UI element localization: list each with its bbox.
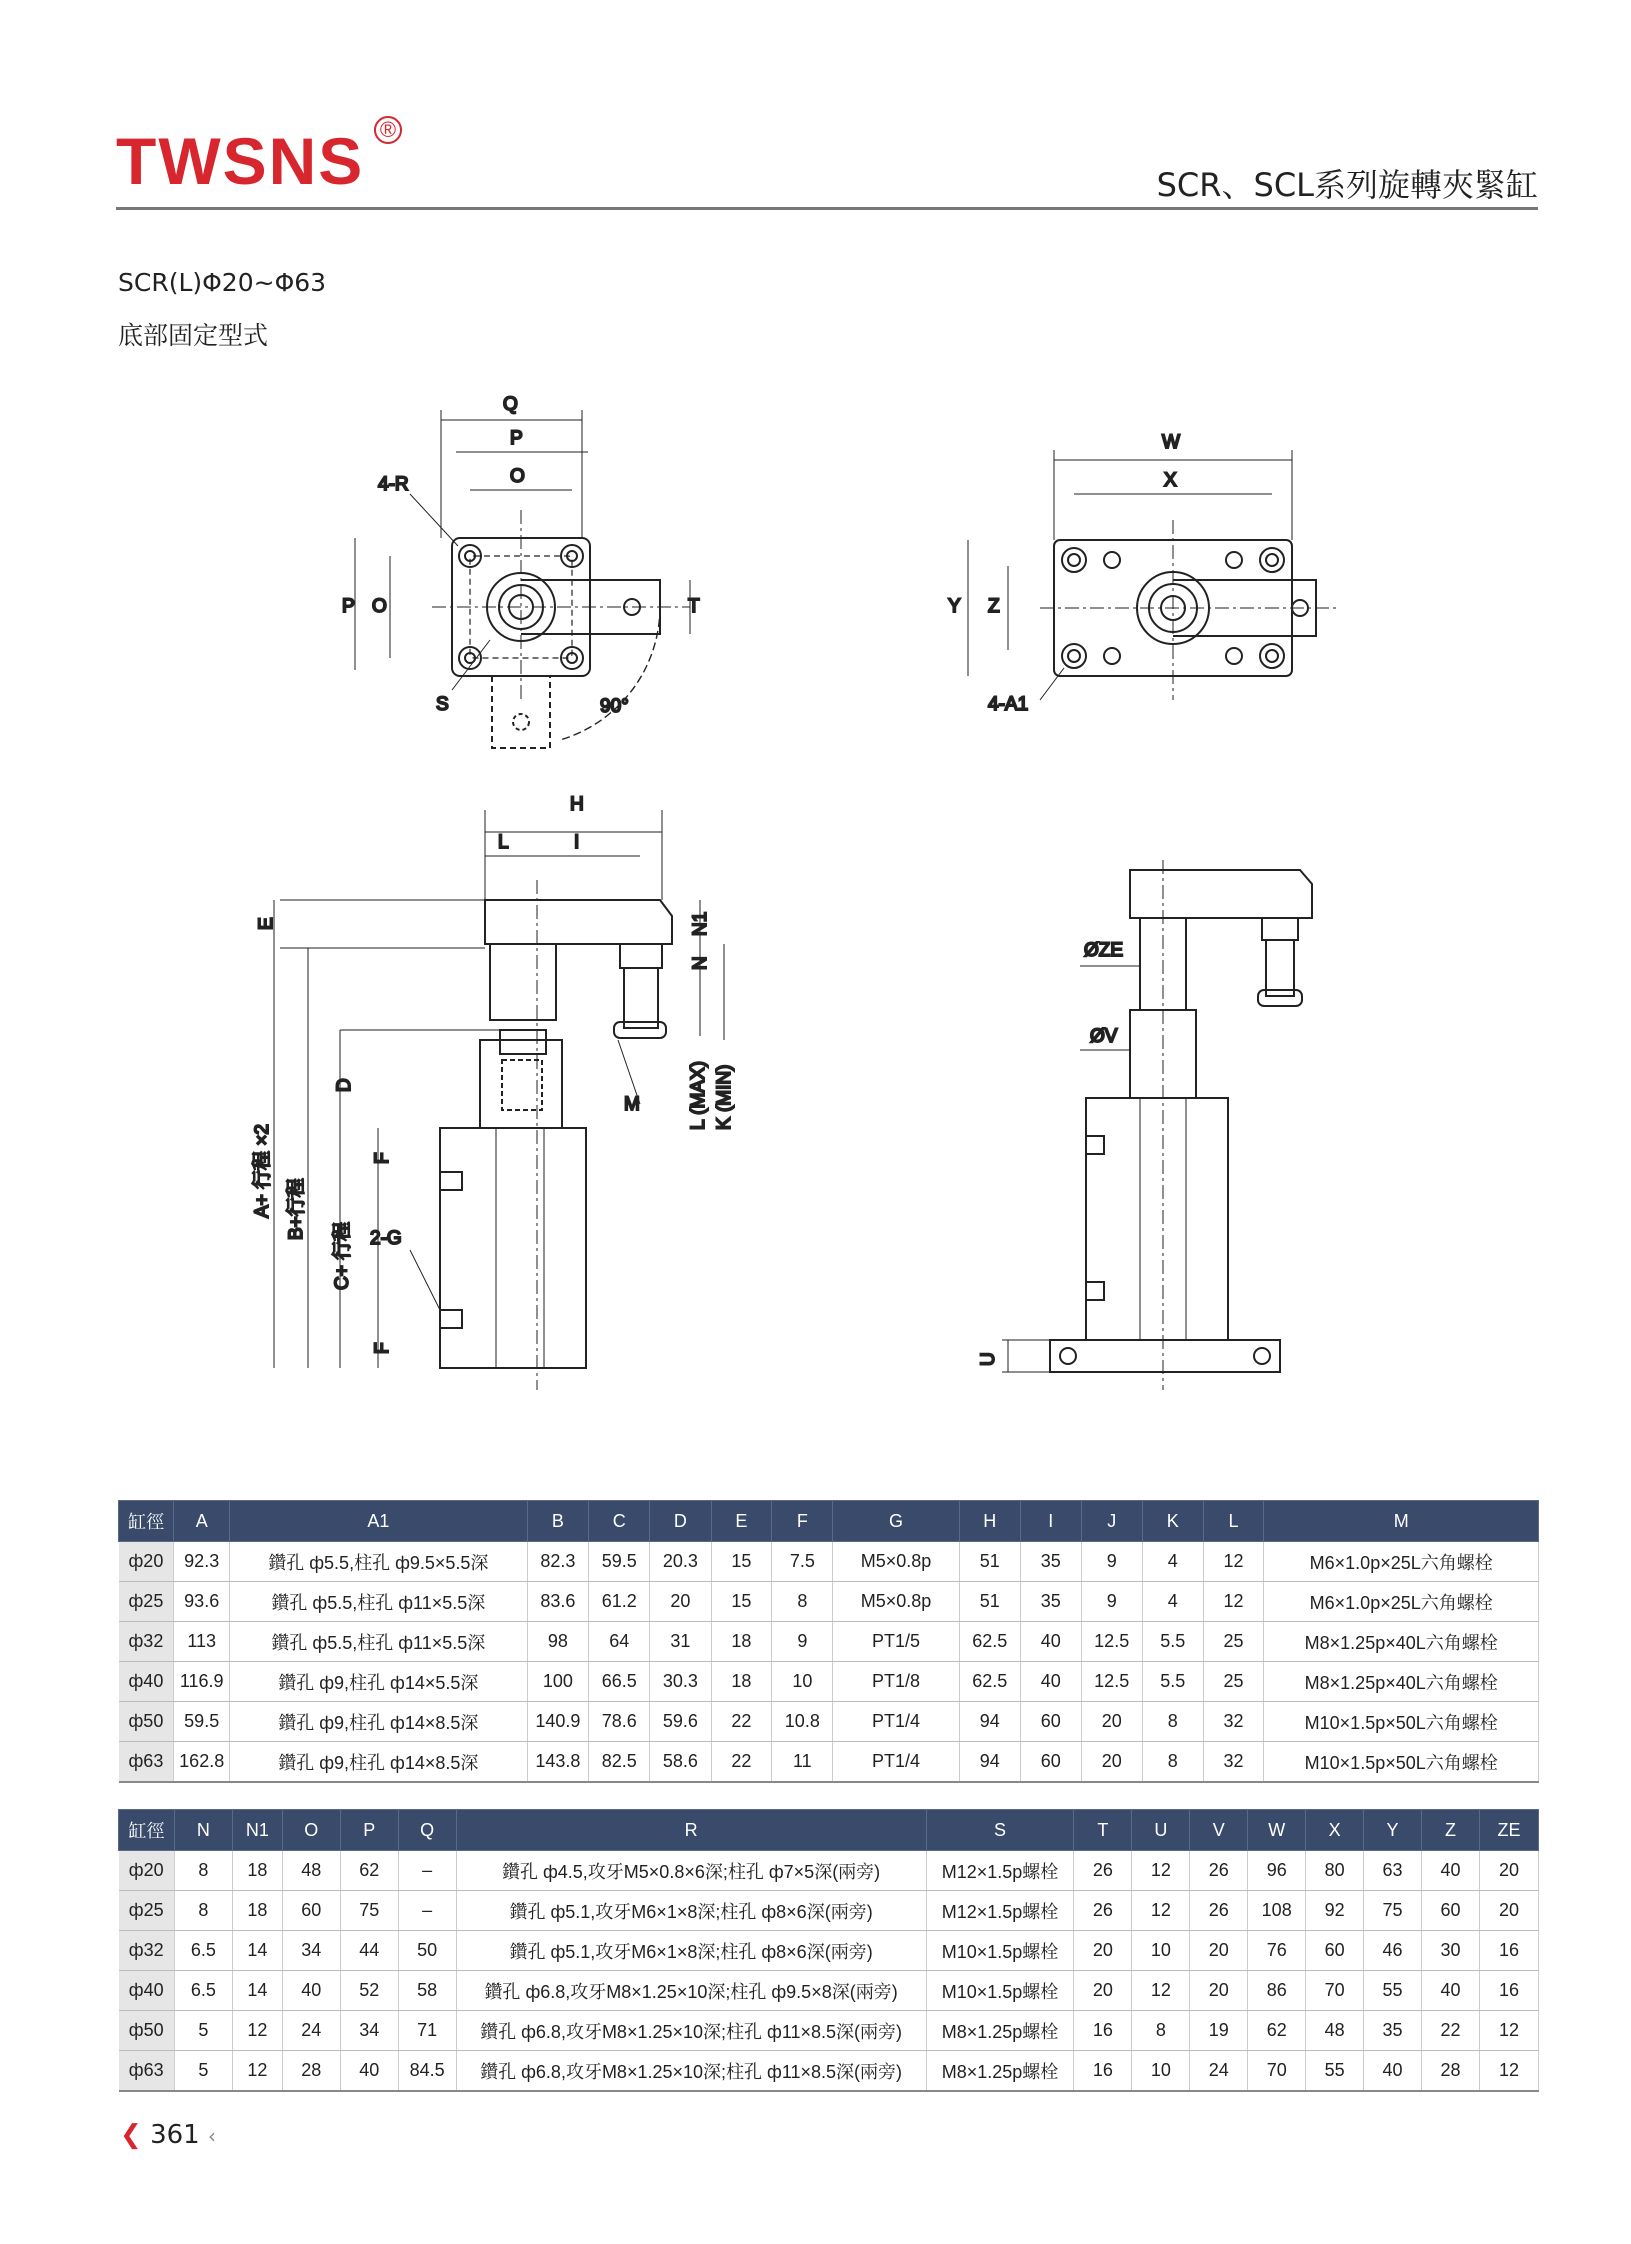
brand-logo: TWSNS (116, 124, 365, 198)
top-view-left (355, 410, 690, 748)
dim-label-f-bottom: F (372, 1342, 393, 1354)
column-header: V (1190, 1810, 1248, 1851)
table-cell: 62 (1248, 2011, 1306, 2051)
table-cell: 58.6 (650, 1742, 711, 1783)
bore-cell: ф25 (119, 1582, 174, 1622)
table-cell: 9 (1081, 1542, 1142, 1582)
table-cell: 64 (589, 1622, 650, 1662)
bore-cell: ф32 (119, 1622, 174, 1662)
table-cell: 鑽孔 ф6.8,攻牙M8×1.25×10深;柱孔 ф9.5×8深(兩旁) (456, 1971, 926, 2011)
table-cell: 7.5 (772, 1542, 833, 1582)
table-cell: 93.6 (174, 1582, 230, 1622)
bore-cell: ф40 (119, 1971, 175, 2011)
table-cell: 5 (174, 2011, 232, 2051)
bore-cell: ф50 (119, 1702, 174, 1742)
table-cell: 58 (398, 1971, 456, 2011)
table-cell: M5×0.8p (833, 1582, 959, 1622)
table-cell: M8×1.25p螺栓 (926, 2011, 1074, 2051)
table-cell: 8 (772, 1582, 833, 1622)
bore-cell: ф20 (119, 1542, 174, 1582)
table-cell: 16 (1479, 1971, 1538, 2011)
table-cell: 8 (1142, 1742, 1203, 1783)
column-header: K (1142, 1501, 1203, 1542)
table-cell: 28 (282, 2051, 340, 2092)
table-cell: 70 (1306, 1971, 1364, 2011)
column-header: T (1074, 1810, 1132, 1851)
table-cell: 40 (1020, 1662, 1081, 1702)
table-cell: 鑽孔 ф9,柱孔 ф14×5.5深 (230, 1662, 528, 1702)
table-cell: M10×1.5p螺栓 (926, 1971, 1074, 2011)
table-cell: 51 (959, 1542, 1020, 1582)
column-header: O (282, 1810, 340, 1851)
table-cell: 34 (340, 2011, 398, 2051)
column-header: J (1081, 1501, 1142, 1542)
table-cell: 40 (282, 1971, 340, 2011)
column-header: N (174, 1810, 232, 1851)
table-cell: 22 (711, 1702, 772, 1742)
table-cell: 25 (1203, 1622, 1264, 1662)
table-cell: 71 (398, 2011, 456, 2051)
table-cell: 5.5 (1142, 1662, 1203, 1702)
table-cell: 20 (1081, 1742, 1142, 1783)
spec-table-1-header (119, 1501, 1539, 1542)
table-cell: 62.5 (959, 1662, 1020, 1702)
table-cell: 鑽孔 ф4.5,攻牙M5×0.8×6深;柱孔 ф7×5深(兩旁) (456, 1851, 926, 1891)
spec-table-1-body (119, 1542, 1539, 1783)
table-cell: 80 (1306, 1851, 1364, 1891)
table-cell: – (398, 1891, 456, 1931)
table-row (119, 1971, 1539, 2011)
dim-label-ze: ØZE (1084, 940, 1124, 961)
bore-cell: ф20 (119, 1851, 175, 1891)
table-cell: M12×1.5p螺栓 (926, 1891, 1074, 1931)
dim-label-n: N (690, 956, 711, 970)
table-cell: 12 (1479, 2051, 1538, 2092)
table-cell: 8 (1142, 1702, 1203, 1742)
table-cell: 40 (340, 2051, 398, 2092)
table-cell: 26 (1190, 1891, 1248, 1931)
table-cell: 8 (174, 1891, 232, 1931)
table-cell: 鑽孔 ф5.5,柱孔 ф11×5.5深 (230, 1622, 528, 1662)
table-cell: 35 (1020, 1582, 1081, 1622)
table-cell: 20 (1074, 1971, 1132, 2011)
table-cell: 92 (1306, 1891, 1364, 1931)
table-cell: 15 (711, 1582, 772, 1622)
spec-table-2 (118, 1809, 1539, 2092)
table-cell: 31 (650, 1622, 711, 1662)
spec-table-1 (118, 1500, 1539, 1783)
table-cell: 12.5 (1081, 1622, 1142, 1662)
table-cell: 16 (1074, 2051, 1132, 2092)
table-cell: 84.5 (398, 2051, 456, 2092)
table-cell: 75 (340, 1891, 398, 1931)
column-header: G (833, 1501, 959, 1542)
table-cell: 4 (1142, 1542, 1203, 1582)
column-header: 缸徑 (119, 1501, 174, 1542)
table-cell: 25 (1203, 1662, 1264, 1702)
table-cell: 59.5 (589, 1542, 650, 1582)
column-header: ZE (1479, 1810, 1538, 1851)
table-cell: PT1/8 (833, 1662, 959, 1702)
table-cell: 63 (1364, 1851, 1422, 1891)
table-cell: 15 (711, 1542, 772, 1582)
table-cell: 60 (1020, 1702, 1081, 1742)
table-cell: 18 (232, 1851, 282, 1891)
series-title: SCR、SCL系列旋轉夾緊缸 (1156, 166, 1538, 204)
table-cell: 鑽孔 ф6.8,攻牙M8×1.25×10深;柱孔 ф11×8.5深(兩旁) (456, 2051, 926, 2092)
table-cell: 5.5 (1142, 1622, 1203, 1662)
table-cell: 35 (1020, 1542, 1081, 1582)
table-cell: M10×1.5p螺栓 (926, 1931, 1074, 1971)
table-cell: M5×0.8p (833, 1542, 959, 1582)
table-cell: 48 (282, 1851, 340, 1891)
mount-type: 底部固定型式 (118, 321, 269, 350)
table-cell: 32 (1203, 1702, 1264, 1742)
table-cell: 96 (1248, 1851, 1306, 1891)
table-cell: 12 (1203, 1542, 1264, 1582)
table-cell: 55 (1364, 1971, 1422, 2011)
table-cell: 50 (398, 1931, 456, 1971)
table-cell: 20 (1074, 1931, 1132, 1971)
table-cell: 30.3 (650, 1662, 711, 1702)
dim-label-o: O (510, 466, 525, 487)
dim-label-q: Q (503, 394, 518, 415)
table-cell: 16 (1479, 1931, 1538, 1971)
table-cell: 32 (1203, 1742, 1264, 1783)
table-cell: 26 (1074, 1851, 1132, 1891)
table-cell: 162.8 (174, 1742, 230, 1783)
column-header: B (527, 1501, 589, 1542)
table-cell: 4 (1142, 1582, 1203, 1622)
page-number-value: 361 (150, 2120, 200, 2150)
column-header: A (174, 1501, 230, 1542)
model-range: SCR(L)Φ20~Φ63 (118, 268, 327, 297)
table-cell: 83.6 (527, 1582, 589, 1622)
table-row (119, 1702, 1539, 1742)
dim-label-l: L (498, 832, 509, 853)
bore-cell: ф50 (119, 2011, 175, 2051)
dim-label-n1: N1 (690, 911, 711, 936)
table-cell: 143.8 (527, 1742, 589, 1783)
table-cell: 22 (711, 1742, 772, 1783)
table-cell: 10.8 (772, 1702, 833, 1742)
table-cell: 14 (232, 1971, 282, 2011)
column-header: A1 (230, 1501, 528, 1542)
table-cell: 12 (1132, 1891, 1190, 1931)
table-cell: 59.5 (174, 1702, 230, 1742)
table-cell: 66.5 (589, 1662, 650, 1702)
dim-label-c: C+ 行程 (332, 1221, 353, 1290)
dim-label-b: B+行程 (286, 1178, 307, 1240)
page-arrow-left-icon: ❮ (120, 2120, 142, 2150)
table-cell: 10 (772, 1662, 833, 1702)
table-cell: 20.3 (650, 1542, 711, 1582)
table-cell: 10 (1132, 2051, 1190, 2092)
table-cell: 9 (772, 1622, 833, 1662)
table-cell: 6.5 (174, 1931, 232, 1971)
table-cell: 48 (1306, 2011, 1364, 2051)
table-cell: 12 (1203, 1582, 1264, 1622)
table-cell: 94 (959, 1742, 1020, 1783)
bore-cell: ф32 (119, 1931, 175, 1971)
table-cell: 40 (1020, 1622, 1081, 1662)
table-cell: M8×1.25p×40L六角螺栓 (1264, 1662, 1539, 1702)
dim-label-o-side: O (372, 596, 387, 617)
table-cell: 116.9 (174, 1662, 230, 1702)
bore-cell: ф63 (119, 2051, 175, 2092)
table-cell: 60 (282, 1891, 340, 1931)
bore-cell: ф25 (119, 1891, 175, 1931)
dim-label-t: T (688, 596, 700, 617)
table-cell: 12 (1132, 1851, 1190, 1891)
table-cell: 鑽孔 ф6.8,攻牙M8×1.25×10深;柱孔 ф11×8.5深(兩旁) (456, 2011, 926, 2051)
table-cell: 62 (340, 1851, 398, 1891)
column-header: N1 (232, 1810, 282, 1851)
table-cell: 8 (174, 1851, 232, 1891)
page-arrow-right-icon: ‹ (207, 2124, 216, 2148)
table-cell: 94 (959, 1702, 1020, 1742)
column-header: L (1203, 1501, 1264, 1542)
table-cell: 76 (1248, 1931, 1306, 1971)
dim-label-x: X (1164, 470, 1177, 491)
column-header: M (1264, 1501, 1539, 1542)
table-cell: 24 (1190, 2051, 1248, 2092)
dim-label-m: M (624, 1094, 640, 1115)
column-header: P (340, 1810, 398, 1851)
table-cell: 6.5 (174, 1971, 232, 2011)
dim-label-u: U (978, 1352, 999, 1366)
table-cell: 60 (1020, 1742, 1081, 1783)
table-cell: 10 (1132, 1931, 1190, 1971)
table-cell: 34 (282, 1931, 340, 1971)
table-cell: 12.5 (1081, 1662, 1142, 1702)
dim-label-f-top: F (372, 1152, 393, 1164)
column-header: R (456, 1810, 926, 1851)
table-cell: 20 (1081, 1702, 1142, 1742)
dim-label-i: I (574, 832, 580, 853)
registered-mark: ® (374, 116, 402, 144)
dim-label-v: ØV (1090, 1026, 1118, 1047)
table-cell: 98 (527, 1622, 589, 1662)
table-cell: 40 (1422, 1851, 1480, 1891)
column-header: S (926, 1810, 1074, 1851)
table-cell: 11 (772, 1742, 833, 1783)
side-view (1002, 860, 1312, 1390)
table-cell: 86 (1248, 1971, 1306, 2011)
dim-label-h: H (570, 794, 584, 815)
dim-label-y: Y (948, 596, 961, 617)
bore-cell: ф40 (119, 1662, 174, 1702)
table-cell: 52 (340, 1971, 398, 2011)
table-cell: 44 (340, 1931, 398, 1971)
table-cell: 82.3 (527, 1542, 589, 1582)
table-cell: 28 (1422, 2051, 1480, 2092)
table-cell: M8×1.25p×40L六角螺栓 (1264, 1622, 1539, 1662)
dim-label-w: W (1162, 432, 1180, 453)
table-cell: 51 (959, 1582, 1020, 1622)
table-cell: 22 (1422, 2011, 1480, 2051)
column-header: U (1132, 1810, 1190, 1851)
table-cell: 60 (1422, 1891, 1480, 1931)
table-row (119, 1662, 1539, 1702)
table-cell: 鑽孔 ф9,柱孔 ф14×8.5深 (230, 1742, 528, 1783)
table-cell: 108 (1248, 1891, 1306, 1931)
dim-label-d: D (334, 1078, 355, 1092)
table-cell: 5 (174, 2051, 232, 2092)
table-cell: 12 (232, 2011, 282, 2051)
spec-table-2-header (119, 1810, 1539, 1851)
dim-label-a: A+ 行程 ×2 (252, 1124, 273, 1218)
table-cell: 20 (1479, 1891, 1538, 1931)
dim-label-kmin: K (MIN) (714, 1064, 735, 1130)
column-header: Z (1422, 1810, 1480, 1851)
table-cell: 20 (1190, 1931, 1248, 1971)
table-row (119, 2051, 1539, 2092)
table-cell: 40 (1364, 2051, 1422, 2092)
table-cell: 鑽孔 ф9,柱孔 ф14×8.5深 (230, 1702, 528, 1742)
table-cell: 鑽孔 ф5.1,攻牙M6×1×8深;柱孔 ф8×6深(兩旁) (456, 1931, 926, 1971)
table-row (119, 1542, 1539, 1582)
table-cell: M6×1.0p×25L六角螺栓 (1264, 1582, 1539, 1622)
column-header: X (1306, 1810, 1364, 1851)
table-row (119, 1851, 1539, 1891)
table-row (119, 1742, 1539, 1783)
table-cell: M6×1.0p×25L六角螺栓 (1264, 1542, 1539, 1582)
dim-label-p-side: P (342, 596, 355, 617)
table-cell: 9 (1081, 1582, 1142, 1622)
table-cell: 82.5 (589, 1742, 650, 1783)
table-cell: M8×1.25p螺栓 (926, 2051, 1074, 2092)
dim-label-4r: 4-R (378, 474, 409, 495)
table-cell: 16 (1074, 2011, 1132, 2051)
table-cell: 18 (711, 1622, 772, 1662)
table-cell: 35 (1364, 2011, 1422, 2051)
column-header: F (772, 1501, 833, 1542)
table-cell: 92.3 (174, 1542, 230, 1582)
table-cell: 26 (1074, 1891, 1132, 1931)
dim-label-p: P (510, 428, 523, 449)
table-cell: 75 (1364, 1891, 1422, 1931)
table-cell: 18 (711, 1662, 772, 1702)
table-cell: 70 (1248, 2051, 1306, 2092)
table-cell: M10×1.5p×50L六角螺栓 (1264, 1742, 1539, 1783)
column-header: D (650, 1501, 711, 1542)
column-header: Y (1364, 1810, 1422, 1851)
bore-cell: ф63 (119, 1742, 174, 1783)
table-cell: 14 (232, 1931, 282, 1971)
table-row (119, 1582, 1539, 1622)
table-cell: PT1/4 (833, 1742, 959, 1783)
table-cell: 61.2 (589, 1582, 650, 1622)
table-cell: 46 (1364, 1931, 1422, 1971)
table-cell: 鑽孔 ф5.1,攻牙M6×1×8深;柱孔 ф8×6深(兩旁) (456, 1891, 926, 1931)
column-header: I (1020, 1501, 1081, 1542)
table-cell: M12×1.5p螺栓 (926, 1851, 1074, 1891)
table-cell: PT1/5 (833, 1622, 959, 1662)
dim-label-lmax: L (MAX) (688, 1061, 709, 1130)
column-header: Q (398, 1810, 456, 1851)
column-header: H (959, 1501, 1020, 1542)
column-header: C (589, 1501, 650, 1542)
table-cell: 20 (1479, 1851, 1538, 1891)
column-header: E (711, 1501, 772, 1542)
table-cell: 55 (1306, 2051, 1364, 2092)
table-cell: 鑽孔 ф5.5,柱孔 ф9.5×5.5深 (230, 1542, 528, 1582)
dim-label-4a1: 4-A1 (988, 694, 1029, 715)
page-number (120, 2120, 216, 2150)
table-cell: 12 (1479, 2011, 1538, 2051)
table-cell: 59.6 (650, 1702, 711, 1742)
table-cell: 62.5 (959, 1622, 1020, 1662)
table-cell: PT1/4 (833, 1702, 959, 1742)
column-header: W (1248, 1810, 1306, 1851)
column-header: 缸徑 (119, 1810, 175, 1851)
table-cell: 鑽孔 ф5.5,柱孔 ф11×5.5深 (230, 1582, 528, 1622)
front-view (274, 810, 724, 1390)
table-row (119, 1931, 1539, 1971)
table-cell: 8 (1132, 2011, 1190, 2051)
table-cell: 20 (1190, 1971, 1248, 2011)
table-cell: 24 (282, 2011, 340, 2051)
dim-label-z: Z (988, 596, 1000, 617)
table-cell: M10×1.5p×50L六角螺栓 (1264, 1702, 1539, 1742)
spec-table-2-body (119, 1851, 1539, 2092)
table-cell: 30 (1422, 1931, 1480, 1971)
table-row (119, 1891, 1539, 1931)
table-cell: 60 (1306, 1931, 1364, 1971)
table-row (119, 1622, 1539, 1662)
table-cell: 12 (1132, 1971, 1190, 2011)
dim-label-e: E (256, 917, 277, 930)
table-cell: – (398, 1851, 456, 1891)
table-cell: 78.6 (589, 1702, 650, 1742)
table-cell: 100 (527, 1662, 589, 1702)
table-cell: 40 (1422, 1971, 1480, 2011)
table-cell: 12 (232, 2051, 282, 2092)
table-cell: 26 (1190, 1851, 1248, 1891)
dim-label-s: S (436, 694, 449, 715)
table-cell: 20 (650, 1582, 711, 1622)
dim-label-2g: 2-G (370, 1228, 402, 1249)
table-cell: 19 (1190, 2011, 1248, 2051)
dim-label-angle: 90° (600, 696, 629, 717)
table-cell: 18 (232, 1891, 282, 1931)
table-row (119, 2011, 1539, 2051)
table-cell: 113 (174, 1622, 230, 1662)
table-cell: 140.9 (527, 1702, 589, 1742)
top-view-right (968, 450, 1340, 700)
